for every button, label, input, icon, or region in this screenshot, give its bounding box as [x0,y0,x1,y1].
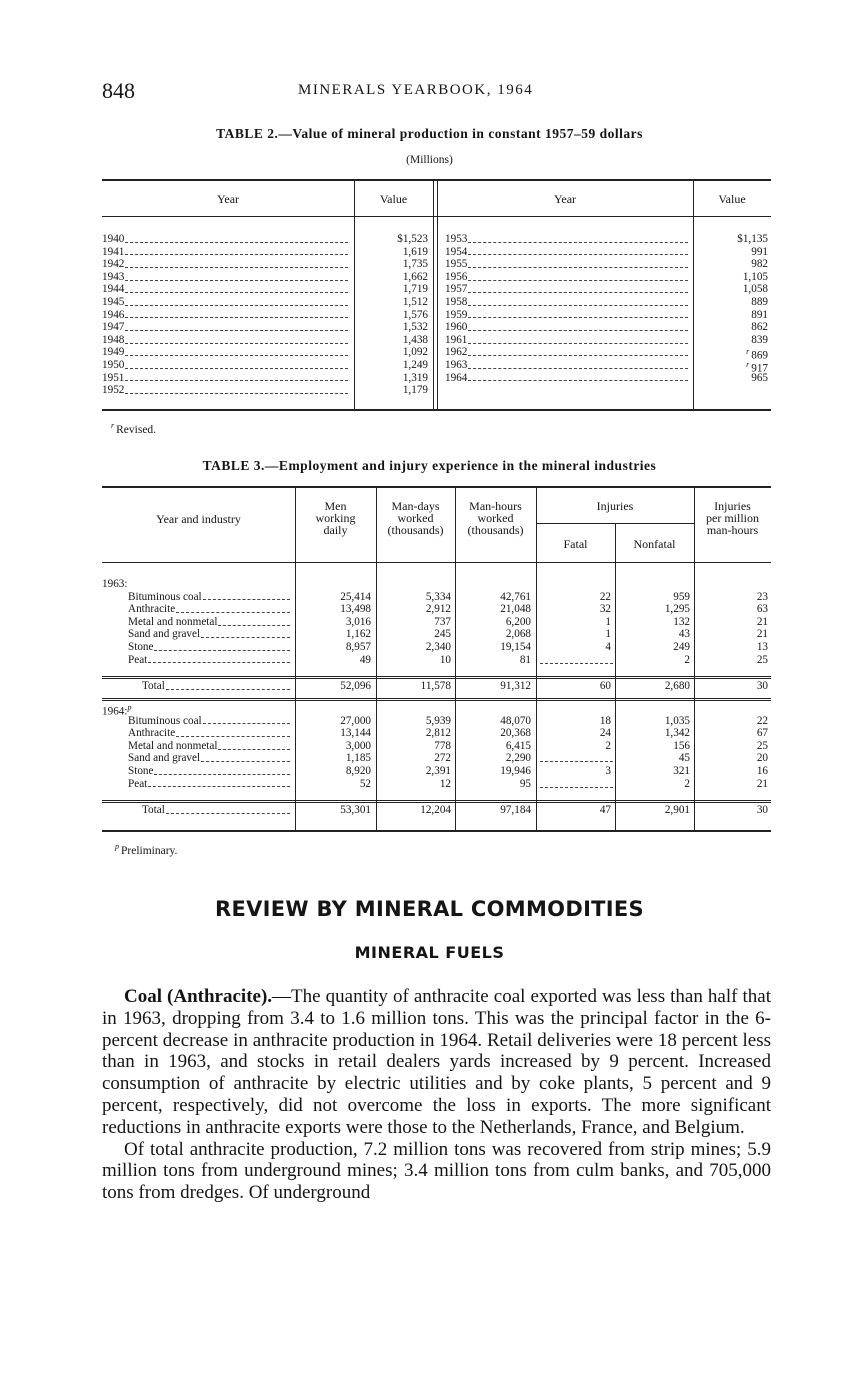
hours-cell: 48,070 [500,714,531,727]
header-line: man-hours [706,523,759,537]
industry-cell-text: Bituminous coal [128,590,202,603]
table2-caption: TABLE 2.—Value of mineral production in constant 1957–59 dollars [216,126,643,141]
total-fatal-cell: 47 [599,804,611,816]
hours-cell: 19,154 [500,641,531,653]
dot-leader [125,330,348,331]
year-cell-text: 1947 [102,321,125,334]
value-cell [693,283,768,296]
dot-leader [201,637,290,638]
value-text: 869 [751,350,768,363]
header-line: Men [324,499,347,513]
year-cell-text: 1964 [445,371,468,384]
rate-cell: 63 [756,603,768,616]
value-cell: 1,092 [402,346,428,359]
table3-header-year-industry: Year and industry [156,512,241,526]
running-head: MINERALS YEARBOOK, 1964 [298,82,534,98]
year-cell-text: 1963 [445,359,468,371]
table2-divider [437,181,438,409]
table2-header-year: Year [216,192,240,206]
total-hours-cell: 91,312 [500,680,531,692]
fatal-cell: 32 [599,603,611,616]
fatal-cell: 1 [605,615,611,628]
hours-cell: 19,946 [500,765,531,777]
days-cell: 2,912 [425,603,451,616]
year-cell-text: 1961 [445,333,468,346]
total-days-cell: 12,204 [420,804,451,816]
days-cell: 10 [439,653,451,666]
industry-cell-text: Metal and nonmetal [128,615,218,628]
year-cell-text: 1945 [102,296,125,308]
year-cell-text: 1946 [102,308,125,321]
dot-leader [125,254,348,255]
rate-cell: 16 [756,765,768,777]
men-cell: 8,957 [345,641,371,653]
year-cell [102,283,350,296]
fatal-cell: 24 [599,727,611,740]
dot-leader [148,662,290,663]
dot-leader [125,380,348,381]
total-label-cell [142,804,292,817]
rate-cell: 22 [756,714,768,727]
men-cell: 49 [359,653,371,666]
paragraph [102,1139,771,1204]
dot-leader [154,650,290,651]
value-cell [693,258,768,271]
year-cell-text: 1956 [445,270,468,283]
table3-bottom-rule [102,830,771,832]
rate-cell: 13 [756,641,768,653]
year-cell [102,372,350,385]
value-cell: 1,319 [402,371,428,384]
year-cell-text: 1960 [445,321,468,334]
total-rate-cell: 30 [756,804,768,816]
year-cell [102,246,350,259]
rate-cell: 67 [756,727,768,740]
header-line: (thousands) [467,523,524,537]
nonfatal-cell: 1,295 [664,603,690,616]
rate-cell: 21 [756,777,768,790]
dot-leader [468,380,688,381]
industry-cell [128,727,292,740]
table2-bottom-rule [102,409,771,411]
value-text: 889 [751,296,768,308]
dot-leader [468,292,688,293]
fatal-cell: 18 [599,714,611,727]
empty-cell-leader [540,654,613,664]
dot-leader [125,368,348,369]
year-cell-text: 1951 [102,371,125,384]
revised-mark: r [746,347,750,357]
nonfatal-cell: 1,342 [664,727,690,740]
table3-header-nonfatal: Nonfatal [633,537,676,551]
days-cell: 5,939 [425,714,451,727]
year-cell-text: 1941 [102,245,125,258]
industry-cell-text: Sand and gravel [128,628,201,641]
dot-leader [166,813,290,814]
header-line: working [315,511,356,525]
value-cell: 1,576 [402,308,428,321]
dot-leader [468,368,688,369]
year-cell [445,346,690,359]
hours-cell: 6,200 [505,615,531,628]
industry-cell [128,616,292,629]
header-line: Injuries [714,499,751,513]
value-text: 862 [751,321,768,334]
year-cell-text: 1944 [102,283,125,296]
hours-cell: 2,068 [505,628,531,641]
year-cell [445,372,690,385]
value-cell [693,271,768,284]
empty-cell-leader [540,752,613,762]
dot-leader [468,242,688,243]
total-label-cell-text: Total [142,804,165,816]
industry-cell [128,778,292,791]
fatal-cell: 1 [605,628,611,641]
table3-header-fatal: Fatal [563,537,588,551]
dot-leader [154,774,290,775]
nonfatal-cell: 2 [684,653,690,666]
fatal-cell: 22 [599,590,611,603]
industry-cell [128,765,292,778]
dot-leader [468,305,688,306]
value-cell [693,321,768,334]
rate-cell: 20 [756,752,768,765]
industry-cell [128,715,292,728]
dot-leader [468,355,688,356]
year-cell-text: 1958 [445,296,468,308]
value-cell: 1,735 [402,258,428,271]
industry-cell-text: Anthracite [128,727,176,740]
hours-cell: 21,048 [500,603,531,616]
header-line: worked [477,511,514,525]
rate-cell: 25 [756,739,768,752]
total-rate-cell: 30 [756,680,768,692]
days-cell: 737 [434,615,451,628]
fatal-cell: 3 [605,765,611,777]
dot-leader [125,317,348,318]
page-number: 848 [102,78,135,103]
empty-cell-leader [540,778,613,788]
dot-leader [468,317,688,318]
nonfatal-cell: 43 [678,628,690,641]
industry-cell-text: Metal and nonmetal [128,739,218,752]
dot-leader [218,749,290,750]
value-text: 1,105 [742,270,768,283]
year-cell [102,258,350,271]
men-cell: 8,920 [345,765,371,777]
value-text: 982 [751,258,768,271]
dot-leader [125,355,348,356]
table2-unit: (Millions) [406,154,453,166]
year-cell [102,359,350,372]
header-line: worked [397,511,434,525]
table3-total-rule [102,698,771,701]
table3-total-rule [102,800,771,803]
days-cell: 272 [434,752,451,765]
dot-leader [201,761,290,762]
year-cell [445,296,690,309]
value-cell: 1,532 [402,321,428,334]
days-cell: 245 [434,628,451,641]
dot-leader [125,280,348,281]
dot-leader [203,723,290,724]
industry-cell [128,628,292,641]
year-cell-text: 1940 [102,233,125,245]
value-cell: 1,438 [402,333,428,346]
days-cell: 778 [434,739,451,752]
group-year: 1963: [102,578,128,590]
hours-cell: 20,368 [500,727,531,740]
header-line: per million [706,511,759,525]
nonfatal-cell: 156 [673,739,690,752]
year-cell [102,296,350,309]
dot-leader [125,393,348,394]
nonfatal-cell: 132 [673,615,690,628]
header-line: Man-hours [469,499,522,513]
dot-leader [176,736,290,737]
value-text: 891 [751,308,768,321]
year-cell-text: 1953 [445,233,468,245]
industry-cell-text: Peat [128,653,148,666]
nonfatal-cell: 1,035 [664,714,690,727]
year-cell [445,283,690,296]
value-text: 991 [751,245,768,258]
group-label [102,578,127,591]
table3-header-rule [102,562,771,563]
industry-cell-text: Stone [128,765,154,777]
year-cell-text: 1962 [445,346,468,359]
year-cell-text: 1952 [102,384,125,397]
footnote-text: Preliminary. [121,844,178,857]
men-cell: 13,144 [340,727,371,740]
hours-cell: 6,415 [505,739,531,752]
nonfatal-cell: 249 [673,641,690,653]
industry-cell-text: Bituminous coal [128,714,202,727]
days-cell: 2,340 [425,641,451,653]
value-cell [693,233,768,246]
dot-leader [176,612,290,613]
table2-header-value: Value [718,192,746,206]
fatal-cell: 4 [605,641,611,653]
paragraph-lead-in: Coal (Anthracite). [124,986,273,1007]
year-cell [445,246,690,259]
table3-header-men [295,500,376,536]
days-cell: 5,334 [425,590,451,603]
nonfatal-cell: 959 [673,590,690,603]
industry-cell [128,752,292,765]
industry-cell-text: Stone [128,641,154,653]
value-cell [693,309,768,322]
dot-leader [468,330,688,331]
year-cell [445,258,690,271]
hours-cell: 95 [519,777,531,790]
year-cell-text: 1949 [102,346,125,359]
section-subheading: MINERAL FUELS [354,943,505,962]
industry-cell-text: Peat [128,777,148,790]
preliminary-mark: p [127,703,132,712]
paragraph [102,986,771,1139]
footnote-text: Revised. [116,423,157,436]
total-label-cell-text: Total [142,680,165,692]
nonfatal-cell: 45 [678,752,690,765]
total-nonfatal-cell: 2,901 [664,804,690,816]
value-cell: 1,719 [402,283,428,296]
year-cell-text: 1954 [445,245,468,258]
dot-leader [468,343,688,344]
dot-leader [125,267,348,268]
value-cell: 1,619 [402,245,428,258]
value-cell [693,334,768,347]
year-cell [102,346,350,359]
year-cell-text: 1955 [445,258,468,271]
year-cell-text: 1959 [445,308,468,321]
year-cell-text: 1942 [102,258,125,271]
table3-header-injuries: Injuries [596,499,634,513]
value-cell: $1,523 [397,233,428,245]
total-men-cell: 53,301 [340,804,371,816]
men-cell: 3,000 [345,739,371,752]
industry-cell [128,603,292,616]
year-cell [102,321,350,334]
dot-leader [203,599,290,600]
value-text: $1,135 [737,233,768,245]
footnote-mark: p [115,842,119,851]
rate-cell: 23 [756,590,768,603]
table2-header-year: Year [553,192,577,206]
industry-cell [128,591,292,604]
dot-leader [468,280,688,281]
year-cell [445,359,690,372]
men-cell: 13,498 [340,603,371,616]
year-cell [445,271,690,284]
year-cell [445,321,690,334]
table3-top-rule [102,486,771,488]
total-nonfatal-cell: 2,680 [664,680,690,692]
value-text: 965 [751,371,768,384]
table2 [102,179,771,410]
men-cell: 52 [359,777,371,790]
year-cell [102,233,350,246]
body-text [102,986,771,1204]
value-text: 1,058 [742,283,768,296]
rate-cell: 21 [756,615,768,628]
header-line: (thousands) [387,523,444,537]
rate-cell: 25 [756,653,768,666]
hours-cell: 42,761 [500,590,531,603]
paragraph-text: —The quantity of anthracite coal exported was less than half that in 1963, dropping from 3.4 to 1.6 million tons. This was the principal factor in the 6-percent decrease in anthracite production in 1964. Retail deliveries were 18 percent less than in 1963, and stocks in retail dealers yards increased by 9 percent. Increased consumption of anthracite by electric utilities and by coke plants, 5 percent and 9 percent, respectively, did not overcome the loss in exports. The more significant reductions in anthracite exports were those to the Netherlands, France, and Belgium. [102,986,771,1138]
value-text: 917 [751,362,768,375]
table3-header-man-hours [455,500,536,536]
men-cell: 25,414 [340,590,371,603]
rate-cell: 21 [756,628,768,641]
value-cell: 1,179 [402,384,428,397]
industry-cell-text: Sand and gravel [128,752,201,765]
group-year: 1964: [102,705,128,718]
value-cell: 1,662 [402,270,428,283]
nonfatal-cell: 2 [684,777,690,790]
value-cell: 1,249 [402,359,428,371]
total-men-cell: 52,096 [340,680,371,692]
total-hours-cell: 97,184 [500,804,531,816]
year-cell-text: 1948 [102,333,125,346]
dot-leader [166,689,290,690]
days-cell: 12 [439,777,451,790]
year-cell [102,271,350,284]
table2-divider [433,181,434,409]
hours-cell: 2,290 [505,752,531,765]
total-days-cell: 11,578 [420,680,451,692]
year-cell [102,384,350,397]
total-label-cell [142,680,292,693]
men-cell: 1,162 [345,628,371,641]
table3-caption: TABLE 3.—Employment and injury experience in the mineral industries [202,458,657,473]
industry-cell [128,654,292,667]
hours-cell: 81 [519,653,531,666]
header-line: daily [323,523,348,537]
fatal-cell: 2 [605,739,611,752]
industry-cell [128,740,292,753]
table3-header-per-million [694,500,771,536]
year-cell [102,334,350,347]
section-heading: REVIEW BY MINERAL COMMODITIES [215,897,644,921]
value-cell: 1,512 [402,296,428,308]
year-cell [102,309,350,322]
header-line: Man-days [391,499,440,513]
industry-cell-text: Anthracite [128,603,176,616]
days-cell: 2,812 [425,727,451,740]
year-cell-text: 1943 [102,270,125,283]
value-text: 839 [751,333,768,346]
dot-leader [468,254,688,255]
men-cell: 1,185 [345,752,371,765]
days-cell: 2,391 [425,765,451,777]
dot-leader [148,786,290,787]
year-cell [445,334,690,347]
year-cell [445,309,690,322]
dot-leader [125,305,348,306]
men-cell: 3,016 [345,615,371,628]
table3-header-man-days [376,500,455,536]
year-cell [445,233,690,246]
table3-footnote [115,842,177,857]
men-cell: 27,000 [340,714,371,727]
nonfatal-cell: 321 [673,765,690,777]
value-cell [693,246,768,259]
dot-leader [468,267,688,268]
year-cell-text: 1957 [445,283,468,296]
dot-leader [125,343,348,344]
total-fatal-cell: 60 [599,680,611,692]
footnote-mark: r [111,421,115,430]
table3-total-rule [102,676,771,679]
value-cell [693,372,768,385]
dot-leader [125,242,348,243]
revised-mark: r [746,360,750,369]
dot-leader [218,625,290,626]
table3 [102,486,771,832]
table2-footnote [111,421,156,436]
value-cell [693,296,768,309]
table2-header-value: Value [379,192,408,206]
paragraph-text: Of total anthracite production, 7.2 million tons was recovered from strip mines; 5.9 million tons from underground mines; 3.4 million tons from culm banks, and 705,000 tons from dredges. Of underground [102,1138,771,1204]
year-cell-text: 1950 [102,359,125,371]
dot-leader [125,292,348,293]
industry-cell [128,641,292,654]
